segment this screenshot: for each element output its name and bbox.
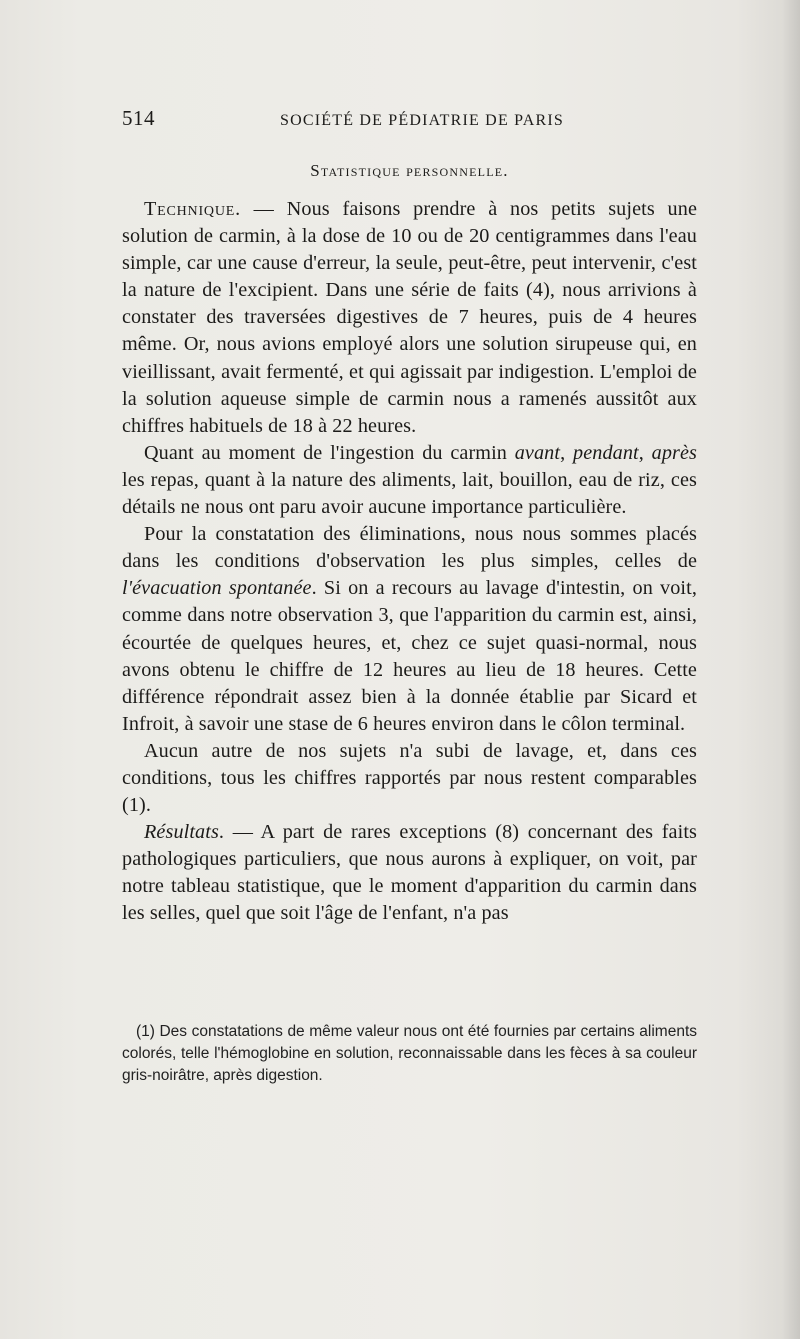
paragraph-lavage bbox=[122, 738, 697, 819]
separator: . — bbox=[218, 821, 261, 844]
body-text bbox=[122, 196, 697, 928]
text-run: , bbox=[560, 441, 573, 464]
paragraph-eliminations bbox=[122, 521, 697, 738]
run-in-heading: Résultats bbox=[144, 821, 219, 844]
paragraph-text: Aucun autre de nos sujets n'a subi de lavage, et, dans ces conditions, tous les chiffres rapportés par nous restent comparables (1). bbox=[122, 739, 697, 817]
paragraph-text: A part de rares exceptions (8) concernant des faits pathologiques particuliers, que nous aurons à expliquer, on voit, par notre tableau statistique, que le moment d'apparition du carmin dans les selles, quel que soit l'âge de l'enfant, n'a pas bbox=[122, 821, 697, 925]
running-head: SOCIÉTÉ DE PÉDIATRIE DE PARIS bbox=[280, 112, 564, 129]
page-number: 514 bbox=[122, 106, 155, 130]
italic-run: après bbox=[651, 441, 698, 464]
text-run: . Si on a recours au lavage d'intestin, on voit, comme dans notre observation 3, que l'apparition du carmin est, ainsi, écourtée de quelques heures, et, chez ce sujet quasi-normal, nous avons obtenu le chiffre de 12 heures au lieu de 18 heures. Cette différence répondrait assez bien à la donnée établie par Sicard et Infroit, à savoir une stase de 6 heures environ dans le côlon terminal. bbox=[122, 577, 697, 735]
italic-run: avant bbox=[514, 441, 561, 464]
italic-run: l'évacuation spontanée bbox=[122, 577, 312, 600]
footnote bbox=[122, 1021, 697, 1087]
paragraph-text: Nous faisons prendre à nos petits sujets une solution de carmin, à la dose de 10 ou de 20 centigrammes dans l'eau simple, car une cause d'erreur, la seule, peut-être, peut intervenir, c'est la nature de l'excipient. Dans une série de faits (4), nous arrivions à constater des traversées digestives de 7 heures, puis de 4 heures même. Or, nous avions employé alors une solution sirupeuse qui, en vieillissant, avait fermenté, et qui agissait par indigestion. L'emploi de la solution aqueuse simple de carmin nous a ramenés aussitôt aux chiffres habituels de 18 à 22 heures. bbox=[122, 198, 697, 437]
footnote-text: (1) Des constatations de même valeur nous ont été fournies par certains aliments colorés, telle l'hémoglobine en solution, reconnaissable dans les fèces à sa couleur gris-noirâtre, après digestion. bbox=[122, 1023, 697, 1084]
run-in-heading: Technique. bbox=[144, 198, 241, 220]
page-edge-shadow bbox=[782, 0, 800, 1339]
section-title: Statistique personnelle. bbox=[310, 161, 509, 180]
paragraph-resultats bbox=[122, 819, 697, 927]
page-header bbox=[122, 106, 697, 146]
separator: — bbox=[240, 198, 287, 220]
text-run: , bbox=[638, 441, 652, 464]
text-run: les repas, quant à la nature des aliments, lait, bouillon, eau de riz, ces détails ne nous ont paru avoir aucune importance particulière. bbox=[122, 468, 697, 519]
italic-run: pendant bbox=[573, 441, 639, 464]
paragraph-technique bbox=[122, 196, 697, 440]
text-run: Quant au moment de l'ingestion du carmin bbox=[144, 441, 515, 464]
text-run: Pour la constatation des éliminations, nous nous sommes placés dans les conditions d'observation les plus simples, celles de bbox=[122, 523, 697, 573]
paragraph-ingestion bbox=[122, 440, 697, 521]
